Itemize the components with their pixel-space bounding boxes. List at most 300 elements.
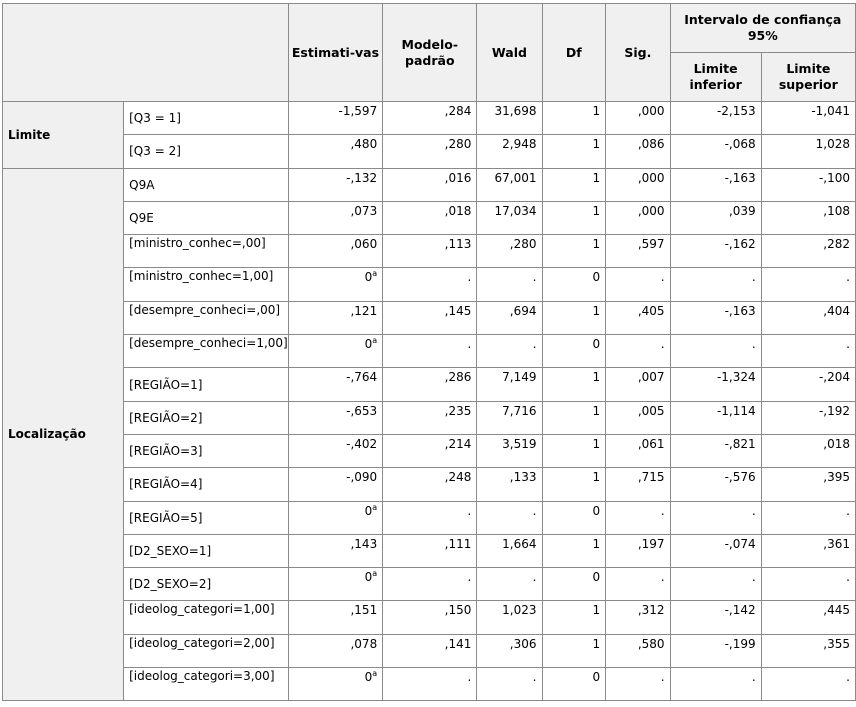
cell-value: -,199 <box>724 636 756 651</box>
cell-modelo-padrao <box>383 235 477 268</box>
cell-wald <box>477 135 542 168</box>
cell-sig <box>606 634 670 667</box>
cell-estimativa <box>288 201 382 234</box>
cell-value: ,280 <box>509 237 537 252</box>
cell-wald <box>477 668 542 701</box>
cell-value: . <box>532 570 537 585</box>
header-blank-cell <box>3 4 289 102</box>
cell-value: ,141 <box>444 636 472 651</box>
cell-df <box>542 201 606 234</box>
header-limite-superior: Limite superior <box>761 53 855 102</box>
cell-limite-inferior <box>670 168 761 201</box>
cell-wald <box>477 368 542 401</box>
cell-df <box>542 534 606 567</box>
cell-value: -,162 <box>724 237 756 252</box>
cell-sig <box>606 534 670 567</box>
cell-df <box>542 568 606 601</box>
cell-value: ,060 <box>350 237 378 252</box>
cell-limite-superior <box>761 168 855 201</box>
cell-value: ,016 <box>444 170 472 185</box>
cell-estimativa <box>288 135 382 168</box>
footnote-marker: a <box>372 669 378 679</box>
cell-value: 0 <box>592 270 601 285</box>
row-label: [desempre_conheci=1,00] <box>124 335 289 368</box>
row-label: [REGIÃO=2] <box>124 401 289 434</box>
cell-value: 67,001 <box>494 170 537 185</box>
cell-value: ,000 <box>637 104 665 118</box>
cell-sig <box>606 235 670 268</box>
cell-wald <box>477 201 542 234</box>
cell-estimativa <box>288 268 382 301</box>
cell-value: -,402 <box>346 436 378 451</box>
cell-value: . <box>467 270 472 285</box>
cell-value: ,395 <box>823 470 850 485</box>
row-label: [ministro_conhec=1,00] <box>124 268 289 301</box>
cell-value: ,039 <box>728 203 756 218</box>
row-label: [ideolog_categori=1,00] <box>124 601 289 634</box>
cell-sig <box>606 568 670 601</box>
cell-value: -,100 <box>818 170 850 185</box>
cell-estimativa <box>288 168 382 201</box>
cell-limite-superior <box>761 235 855 268</box>
row-label: [ministro_conhec=,00] <box>124 235 289 268</box>
parameter-estimates-table <box>2 3 856 701</box>
cell-value: -,163 <box>724 170 756 185</box>
footnote-marker: a <box>372 269 378 279</box>
header-wald: Wald <box>477 4 542 102</box>
cell-value: 1 <box>592 237 601 252</box>
cell-value: . <box>751 503 756 518</box>
header-intervalo-confianca: Intervalo de confiança 95% <box>670 4 855 53</box>
cell-modelo-padrao <box>383 601 477 634</box>
cell-sig <box>606 268 670 301</box>
cell-value: . <box>467 670 472 685</box>
cell-value: ,086 <box>637 137 665 152</box>
cell-value: -1,041 <box>811 104 850 118</box>
cell-value: ,361 <box>823 536 850 551</box>
footnote-marker: a <box>372 336 378 346</box>
cell-value: . <box>846 570 850 585</box>
table-row <box>3 468 856 501</box>
cell-wald <box>477 501 542 534</box>
cell-value: ,151 <box>350 603 378 618</box>
cell-value: 0 <box>592 670 601 685</box>
cell-value: . <box>660 570 665 585</box>
cell-estimativa <box>288 501 382 534</box>
table-row <box>3 135 856 168</box>
cell-modelo-padrao <box>383 201 477 234</box>
cell-wald <box>477 568 542 601</box>
cell-value: ,007 <box>637 370 665 385</box>
cell-value: -,090 <box>346 470 378 485</box>
cell-df <box>542 434 606 467</box>
cell-modelo-padrao <box>383 135 477 168</box>
cell-df <box>542 401 606 434</box>
table-row <box>3 368 856 401</box>
cell-value: . <box>846 503 850 518</box>
cell-limite-superior <box>761 434 855 467</box>
cell-df <box>542 301 606 334</box>
cell-limite-superior <box>761 268 855 301</box>
cell-value: ,214 <box>444 436 472 451</box>
header-modelo-padrao: Modelo-padrão <box>383 4 477 102</box>
cell-value: -,192 <box>818 403 850 418</box>
cell-limite-inferior <box>670 335 761 368</box>
cell-modelo-padrao <box>383 268 477 301</box>
cell-value: -1,114 <box>716 403 756 418</box>
cell-limite-inferior <box>670 668 761 701</box>
cell-wald <box>477 168 542 201</box>
cell-value: ,715 <box>637 470 665 485</box>
cell-limite-inferior <box>670 401 761 434</box>
cell-estimativa <box>288 335 382 368</box>
cell-value: . <box>660 270 665 285</box>
cell-value: -,764 <box>346 370 378 385</box>
group-label-localizacao: Localização <box>3 168 124 701</box>
cell-value: . <box>751 337 756 352</box>
cell-value: 1,664 <box>502 536 537 551</box>
cell-limite-inferior <box>670 102 761 135</box>
cell-estimativa <box>288 568 382 601</box>
cell-value: . <box>532 503 537 518</box>
cell-value: ,404 <box>823 303 850 318</box>
cell-sig <box>606 201 670 234</box>
cell-value: ,133 <box>509 470 537 485</box>
cell-limite-inferior <box>670 534 761 567</box>
cell-df <box>542 668 606 701</box>
cell-value: -2,153 <box>716 104 756 118</box>
cell-value: -,653 <box>346 403 378 418</box>
cell-value: 0 <box>364 570 373 585</box>
cell-value: ,143 <box>350 536 378 551</box>
cell-value: . <box>532 670 537 685</box>
cell-estimativa <box>288 468 382 501</box>
cell-value: ,405 <box>637 303 665 318</box>
cell-modelo-padrao <box>383 401 477 434</box>
cell-value: . <box>846 670 850 685</box>
cell-df <box>542 268 606 301</box>
cell-value: . <box>467 503 472 518</box>
row-label: [REGIÃO=4] <box>124 468 289 501</box>
cell-value: ,280 <box>444 137 472 152</box>
cell-value: ,694 <box>509 303 537 318</box>
cell-df <box>542 468 606 501</box>
cell-sig <box>606 102 670 135</box>
cell-value: . <box>467 337 472 352</box>
cell-limite-superior <box>761 534 855 567</box>
cell-wald <box>477 301 542 334</box>
cell-modelo-padrao <box>383 634 477 667</box>
cell-value: -1,324 <box>716 370 756 385</box>
cell-value: . <box>751 670 756 685</box>
cell-value: ,282 <box>823 237 850 252</box>
table-row <box>3 434 856 467</box>
cell-estimativa <box>288 434 382 467</box>
cell-df <box>542 368 606 401</box>
cell-value: 31,698 <box>494 104 537 118</box>
cell-value: ,000 <box>637 170 665 185</box>
cell-value: ,284 <box>444 104 472 118</box>
cell-modelo-padrao <box>383 335 477 368</box>
cell-wald <box>477 434 542 467</box>
cell-value: ,235 <box>444 403 472 418</box>
cell-value: 17,034 <box>494 203 537 218</box>
table-row <box>3 534 856 567</box>
cell-df <box>542 168 606 201</box>
cell-modelo-padrao <box>383 501 477 534</box>
cell-value: ,121 <box>350 303 378 318</box>
header-sig: Sig. <box>606 4 670 102</box>
cell-limite-superior <box>761 102 855 135</box>
cell-sig <box>606 501 670 534</box>
table-row <box>3 268 856 301</box>
cell-value: ,073 <box>350 203 378 218</box>
cell-value: . <box>660 670 665 685</box>
cell-value: 1 <box>592 137 601 152</box>
cell-estimativa <box>288 534 382 567</box>
cell-limite-inferior <box>670 201 761 234</box>
cell-wald <box>477 235 542 268</box>
cell-value: . <box>751 270 756 285</box>
cell-value: 7,716 <box>502 403 537 418</box>
cell-estimativa <box>288 634 382 667</box>
cell-value: 3,519 <box>502 436 537 451</box>
cell-value: -,576 <box>724 470 756 485</box>
table-row <box>3 601 856 634</box>
cell-value: ,018 <box>444 203 472 218</box>
table-row <box>3 168 856 201</box>
cell-value: 0 <box>364 337 373 352</box>
cell-limite-superior <box>761 601 855 634</box>
cell-sig <box>606 401 670 434</box>
row-label: [D2_SEXO=1] <box>124 534 289 567</box>
row-label: [ideolog_categori=2,00] <box>124 634 289 667</box>
cell-value: ,000 <box>637 203 665 218</box>
header-df: Df <box>542 4 606 102</box>
cell-value: . <box>846 270 850 285</box>
cell-value: -,204 <box>818 370 850 385</box>
cell-wald <box>477 102 542 135</box>
cell-estimativa <box>288 235 382 268</box>
cell-value: ,480 <box>350 137 378 152</box>
cell-modelo-padrao <box>383 102 477 135</box>
cell-value: 1 <box>592 203 601 218</box>
cell-sig <box>606 168 670 201</box>
row-label: [Q3 = 1] <box>124 102 289 135</box>
cell-value: 1 <box>592 470 601 485</box>
cell-limite-inferior <box>670 501 761 534</box>
cell-value: . <box>467 570 472 585</box>
cell-df <box>542 501 606 534</box>
cell-limite-inferior <box>670 601 761 634</box>
cell-limite-superior <box>761 135 855 168</box>
cell-sig <box>606 301 670 334</box>
table-row <box>3 335 856 368</box>
cell-df <box>542 634 606 667</box>
row-label: [REGIÃO=3] <box>124 434 289 467</box>
cell-value: ,597 <box>637 237 665 252</box>
cell-sig <box>606 434 670 467</box>
cell-limite-inferior <box>670 268 761 301</box>
cell-value: . <box>532 337 537 352</box>
cell-modelo-padrao <box>383 668 477 701</box>
cell-value: . <box>660 337 665 352</box>
cell-value: 0 <box>364 503 373 518</box>
cell-value: 2,948 <box>502 137 537 152</box>
row-label: [REGIÃO=1] <box>124 368 289 401</box>
table-row <box>3 401 856 434</box>
cell-sig <box>606 368 670 401</box>
cell-limite-superior <box>761 401 855 434</box>
header-limite-inferior: Limite inferior <box>670 53 761 102</box>
cell-value: 1 <box>592 403 601 418</box>
cell-df <box>542 335 606 368</box>
cell-modelo-padrao <box>383 534 477 567</box>
cell-value: 7,149 <box>502 370 537 385</box>
cell-wald <box>477 268 542 301</box>
row-label: [REGIÃO=5] <box>124 501 289 534</box>
cell-value: ,580 <box>637 636 665 651</box>
row-label: Q9A <box>124 168 289 201</box>
row-label: [Q3 = 2] <box>124 135 289 168</box>
cell-modelo-padrao <box>383 468 477 501</box>
cell-limite-superior <box>761 668 855 701</box>
cell-value: . <box>846 337 850 352</box>
footnote-marker: a <box>372 502 378 512</box>
cell-limite-inferior <box>670 368 761 401</box>
table-row <box>3 568 856 601</box>
cell-modelo-padrao <box>383 434 477 467</box>
cell-value: 0 <box>364 270 373 285</box>
cell-estimativa <box>288 102 382 135</box>
cell-limite-superior <box>761 335 855 368</box>
cell-value: ,111 <box>444 536 472 551</box>
table-row <box>3 301 856 334</box>
cell-sig <box>606 468 670 501</box>
cell-wald <box>477 534 542 567</box>
cell-value: 1 <box>592 436 601 451</box>
cell-limite-inferior <box>670 235 761 268</box>
cell-value: -1,597 <box>338 104 378 118</box>
cell-df <box>542 135 606 168</box>
cell-estimativa <box>288 301 382 334</box>
footnote-marker: a <box>372 569 378 579</box>
table-row <box>3 201 856 234</box>
cell-limite-inferior <box>670 434 761 467</box>
row-label: [D2_SEXO=2] <box>124 568 289 601</box>
cell-estimativa <box>288 368 382 401</box>
cell-value: ,286 <box>444 370 472 385</box>
cell-df <box>542 235 606 268</box>
cell-sig <box>606 668 670 701</box>
cell-limite-superior <box>761 634 855 667</box>
cell-value: 0 <box>592 337 601 352</box>
cell-value: -,068 <box>724 137 756 152</box>
cell-wald <box>477 634 542 667</box>
cell-value: ,355 <box>823 636 850 651</box>
cell-wald <box>477 401 542 434</box>
cell-limite-superior <box>761 201 855 234</box>
cell-value: ,248 <box>444 470 472 485</box>
cell-value: 1 <box>592 603 601 618</box>
cell-estimativa <box>288 601 382 634</box>
cell-wald <box>477 601 542 634</box>
cell-value: ,018 <box>823 436 850 451</box>
cell-modelo-padrao <box>383 168 477 201</box>
cell-value: ,312 <box>637 603 665 618</box>
cell-modelo-padrao <box>383 368 477 401</box>
cell-value: ,145 <box>444 303 472 318</box>
group-label-limite: Limite <box>3 102 124 169</box>
cell-df <box>542 102 606 135</box>
cell-value: -,163 <box>724 303 756 318</box>
cell-limite-superior <box>761 368 855 401</box>
cell-value: ,150 <box>444 603 472 618</box>
cell-wald <box>477 335 542 368</box>
cell-value: ,108 <box>823 203 850 218</box>
cell-sig <box>606 335 670 368</box>
cell-value: . <box>532 270 537 285</box>
cell-value: 1 <box>592 303 601 318</box>
cell-wald <box>477 468 542 501</box>
cell-limite-superior <box>761 468 855 501</box>
cell-value: 0 <box>364 670 373 685</box>
header-estimativas: Estimati-vas <box>288 4 382 102</box>
cell-value: -,821 <box>724 436 756 451</box>
cell-value: ,078 <box>350 636 378 651</box>
cell-value: -,132 <box>346 170 378 185</box>
cell-value: 1 <box>592 370 601 385</box>
cell-limite-inferior <box>670 634 761 667</box>
cell-value: ,113 <box>444 237 472 252</box>
cell-value: ,061 <box>637 436 665 451</box>
cell-value: . <box>660 503 665 518</box>
cell-value: 0 <box>592 570 601 585</box>
table-row <box>3 668 856 701</box>
row-label: Q9E <box>124 201 289 234</box>
cell-sig <box>606 601 670 634</box>
cell-df <box>542 601 606 634</box>
cell-sig <box>606 135 670 168</box>
cell-value: ,306 <box>509 636 537 651</box>
cell-value: -,142 <box>724 603 756 618</box>
cell-limite-superior <box>761 501 855 534</box>
cell-limite-inferior <box>670 301 761 334</box>
cell-value: 1 <box>592 536 601 551</box>
cell-limite-superior <box>761 568 855 601</box>
cell-value: 1 <box>592 636 601 651</box>
cell-limite-inferior <box>670 568 761 601</box>
cell-modelo-padrao <box>383 301 477 334</box>
cell-value: . <box>751 570 756 585</box>
cell-value: ,197 <box>637 536 665 551</box>
cell-modelo-padrao <box>383 568 477 601</box>
cell-value: ,445 <box>823 603 850 618</box>
table-row <box>3 634 856 667</box>
table-row <box>3 102 856 135</box>
cell-value: ,005 <box>637 403 665 418</box>
cell-limite-inferior <box>670 468 761 501</box>
cell-value: 1 <box>592 104 601 118</box>
row-label: [desempre_conheci=,00] <box>124 301 289 334</box>
cell-limite-inferior <box>670 135 761 168</box>
table-row <box>3 235 856 268</box>
cell-value: 1,028 <box>815 137 850 152</box>
row-label: [ideolog_categori=3,00] <box>124 668 289 701</box>
cell-value: 0 <box>592 503 601 518</box>
cell-limite-superior <box>761 301 855 334</box>
cell-value: 1 <box>592 170 601 185</box>
